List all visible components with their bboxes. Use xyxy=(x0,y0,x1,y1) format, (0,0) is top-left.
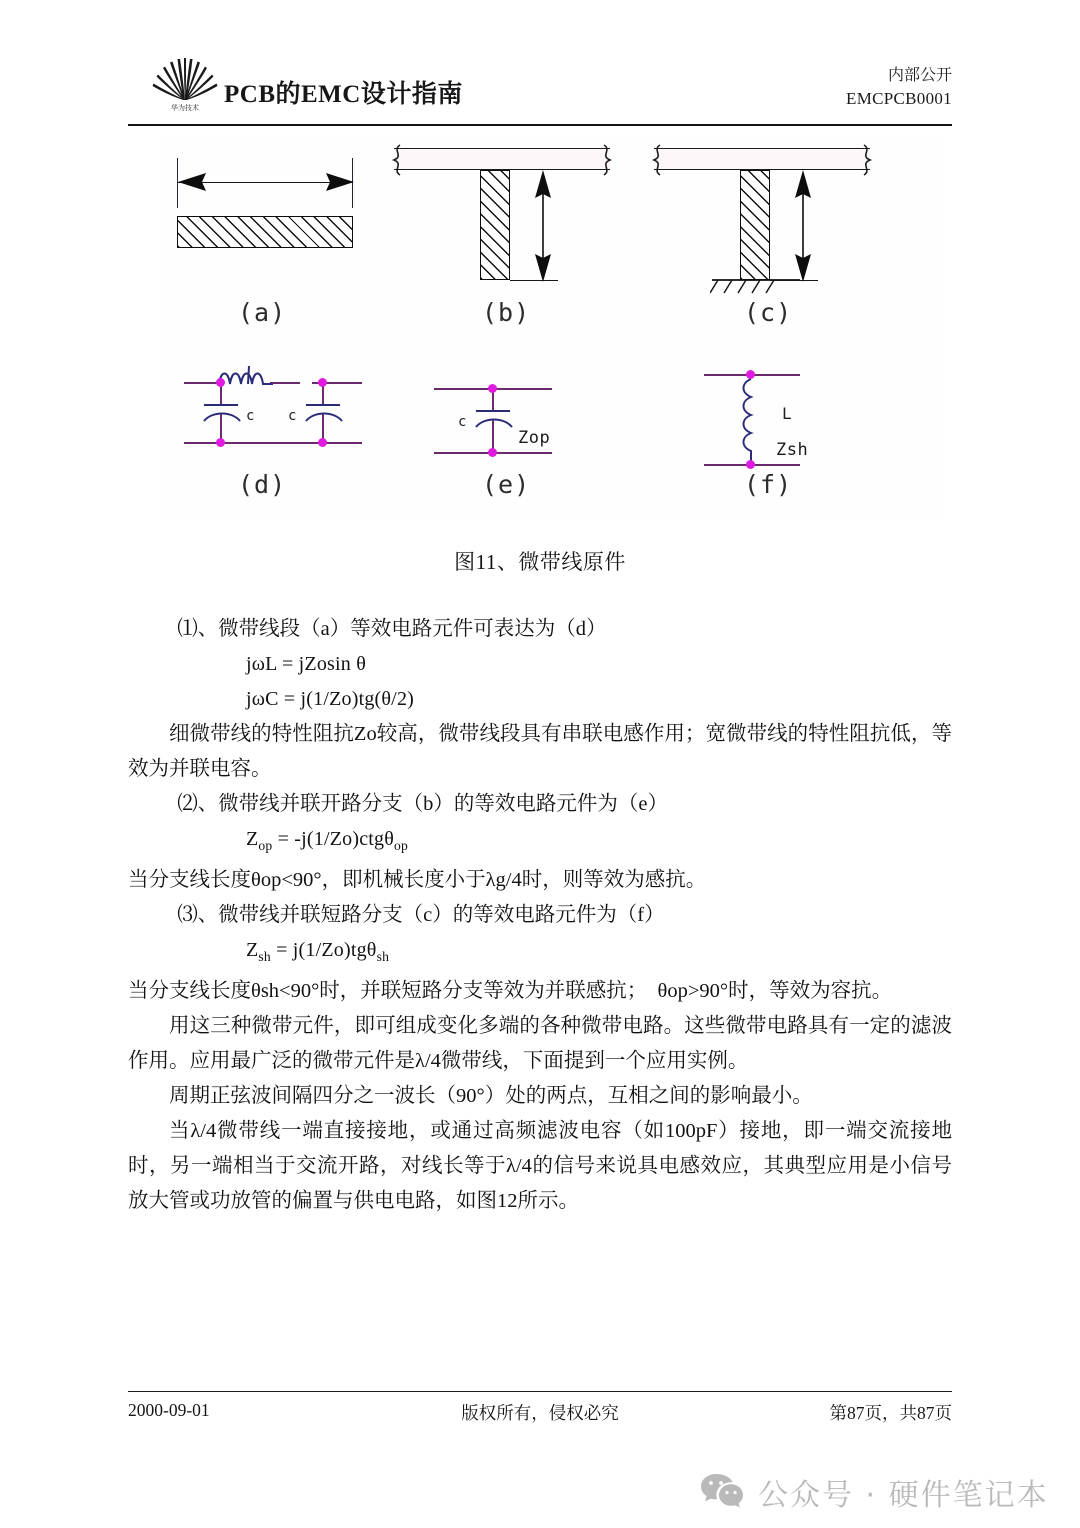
node-d-br xyxy=(318,438,327,447)
open-stub-b xyxy=(480,170,510,280)
rail-d-top-left xyxy=(184,382,220,384)
figure-11-diagram xyxy=(162,136,942,518)
node-d-bl xyxy=(216,438,225,447)
header-divider xyxy=(128,124,952,126)
break-symbol-left-b xyxy=(386,144,410,176)
footer-pagination: 第87页，共87页 xyxy=(829,1403,952,1423)
formula-zsh-pre: Z xyxy=(246,939,259,961)
formula-zop-pre: Z xyxy=(246,828,259,850)
figure-caption-d: (d) xyxy=(238,470,287,499)
break-symbol-right-b xyxy=(594,144,618,176)
paragraph-3: 当分支线长度θsh<90°时，并联短路分支等效为并联感抗； θop>90°时，等效为容抗。 xyxy=(128,980,893,1002)
document-code: EMCPCB0001 xyxy=(846,89,952,109)
formula-zop xyxy=(246,822,952,863)
stub-base-line-b xyxy=(510,280,558,281)
classification-label: 内部公开 xyxy=(887,67,952,84)
cap1-plate-lower-d xyxy=(202,410,242,424)
figure-caption-b: (b) xyxy=(482,298,531,327)
paragraph-1: 细微带线的特性阻抗Zo较高，微带线段具有串联电感作用；宽微带线的特性阻抗低，等效为并联电容。 xyxy=(128,723,952,780)
node-e-bottom xyxy=(488,448,497,457)
cap-plate-upper-e xyxy=(476,410,510,412)
node-e-top xyxy=(488,384,497,393)
stub-length-arrow-b xyxy=(530,168,556,284)
cap1-label-d: c xyxy=(246,408,255,424)
figure-caption-c: (c) xyxy=(744,298,793,327)
formula-zsh-mid: = j(1/Zo)tgθ xyxy=(270,939,377,961)
wechat-icon xyxy=(700,1472,744,1513)
logo-caption: 华为技术 xyxy=(171,104,199,112)
microstrip-bar-a xyxy=(177,216,353,248)
formula-zop-mid: = -j(1/Zo)ctgθ xyxy=(272,828,395,850)
rail-d-bottom xyxy=(184,442,362,444)
figure-title: 图11、微带线原件 xyxy=(454,550,626,574)
break-symbol-right-c xyxy=(854,144,878,176)
page-header xyxy=(128,52,952,120)
footer-divider xyxy=(128,1391,952,1392)
list-item-3: ⑶、微带线并联短路分支（c）的等效电路元件为（f） xyxy=(177,904,665,926)
impedance-label-zop: Zop xyxy=(518,428,551,448)
node-f-top xyxy=(746,370,755,379)
ground-plane-b xyxy=(394,148,610,170)
page-footer xyxy=(128,1400,952,1428)
inductor-symbol-d xyxy=(218,364,274,386)
dimension-arrows xyxy=(176,169,356,195)
paragraph-2: 当分支线长度θop<90°，即机械长度小于λg/4时，则等效为感抗。 xyxy=(128,869,707,891)
paragraph-5: 周期正弦波间隔四分之一波长（90°）处的两点，互相之间的影响最小。 xyxy=(169,1085,813,1107)
cap-plate-lower-e xyxy=(474,416,514,430)
stub-base-line-c xyxy=(770,280,818,281)
node-d-tl xyxy=(216,378,225,387)
impedance-label-zsh: Zsh xyxy=(776,440,809,460)
cap-label-e: c xyxy=(458,414,467,430)
node-d-tr xyxy=(318,378,327,387)
footer-copyright: 版权所有，侵权必究 xyxy=(461,1403,619,1423)
paragraph-4: 用这三种微带元件，即可组成变化多端的各种微带电路。这些微带电路具有一定的滤波作用。应用最广泛的微带元件是λ/4微带线，下面提到一个应用实例。 xyxy=(128,1015,952,1072)
formula-zsh xyxy=(246,933,952,974)
figure-caption-a: (a) xyxy=(238,298,287,327)
cap2-label-d: c xyxy=(288,408,297,424)
formula-jwl: jωL = jZosin θ xyxy=(246,653,366,675)
cap2-plate-lower-d xyxy=(304,410,344,424)
formula-zsh-sub2: sh xyxy=(376,949,390,964)
inductor-label-f: L xyxy=(782,404,792,423)
cap1-plate-upper-d xyxy=(204,404,238,406)
list-item-2: ⑵、微带线并联开路分支（b）的等效电路元件为（e） xyxy=(177,793,669,815)
inductor-symbol-f xyxy=(740,378,762,466)
ground-plane-c xyxy=(654,148,870,170)
break-symbol-left-c xyxy=(646,144,670,176)
rail-d-top-mid xyxy=(274,382,300,384)
paragraph-6: 当λ/4微带线一端直接接地，或通过高频滤波电容（如100pF）接地，即一端交流接地时，另一端相当于交流开路，对线长等于λ/4的信号来说具电感效应，其典型应用是小信号放大管或功放管的偏置与供电电路，如图12所示。 xyxy=(128,1120,952,1212)
short-stub-c xyxy=(740,170,770,280)
figure-caption-f: (f) xyxy=(744,470,793,499)
formula-zop-sub1: op xyxy=(258,838,273,853)
header-doc-info xyxy=(846,64,952,112)
node-f-bottom xyxy=(746,460,755,469)
list-item-1: ⑴、微带线段（a）等效电路元件可表达为（d） xyxy=(177,618,607,640)
cap2-plate-upper-d xyxy=(306,404,340,406)
stub-length-arrow-c xyxy=(790,168,816,284)
page-title: PCB的EMC设计指南 xyxy=(224,81,463,108)
figure-caption-e: (e) xyxy=(482,470,531,499)
huawei-sunflower-logo xyxy=(150,52,220,114)
footer-date: 2000-09-01 xyxy=(128,1400,210,1420)
formula-zop-sub2: op xyxy=(394,838,409,853)
formula-zsh-sub1: sh xyxy=(258,949,271,964)
formula-jwc: jωC = j(1/Zo)tg(θ/2) xyxy=(246,688,415,710)
watermark-text: 公众号 · 硬件笔记本 xyxy=(758,1478,1049,1513)
document-body xyxy=(128,612,952,1219)
watermark-badge xyxy=(700,1470,1049,1514)
